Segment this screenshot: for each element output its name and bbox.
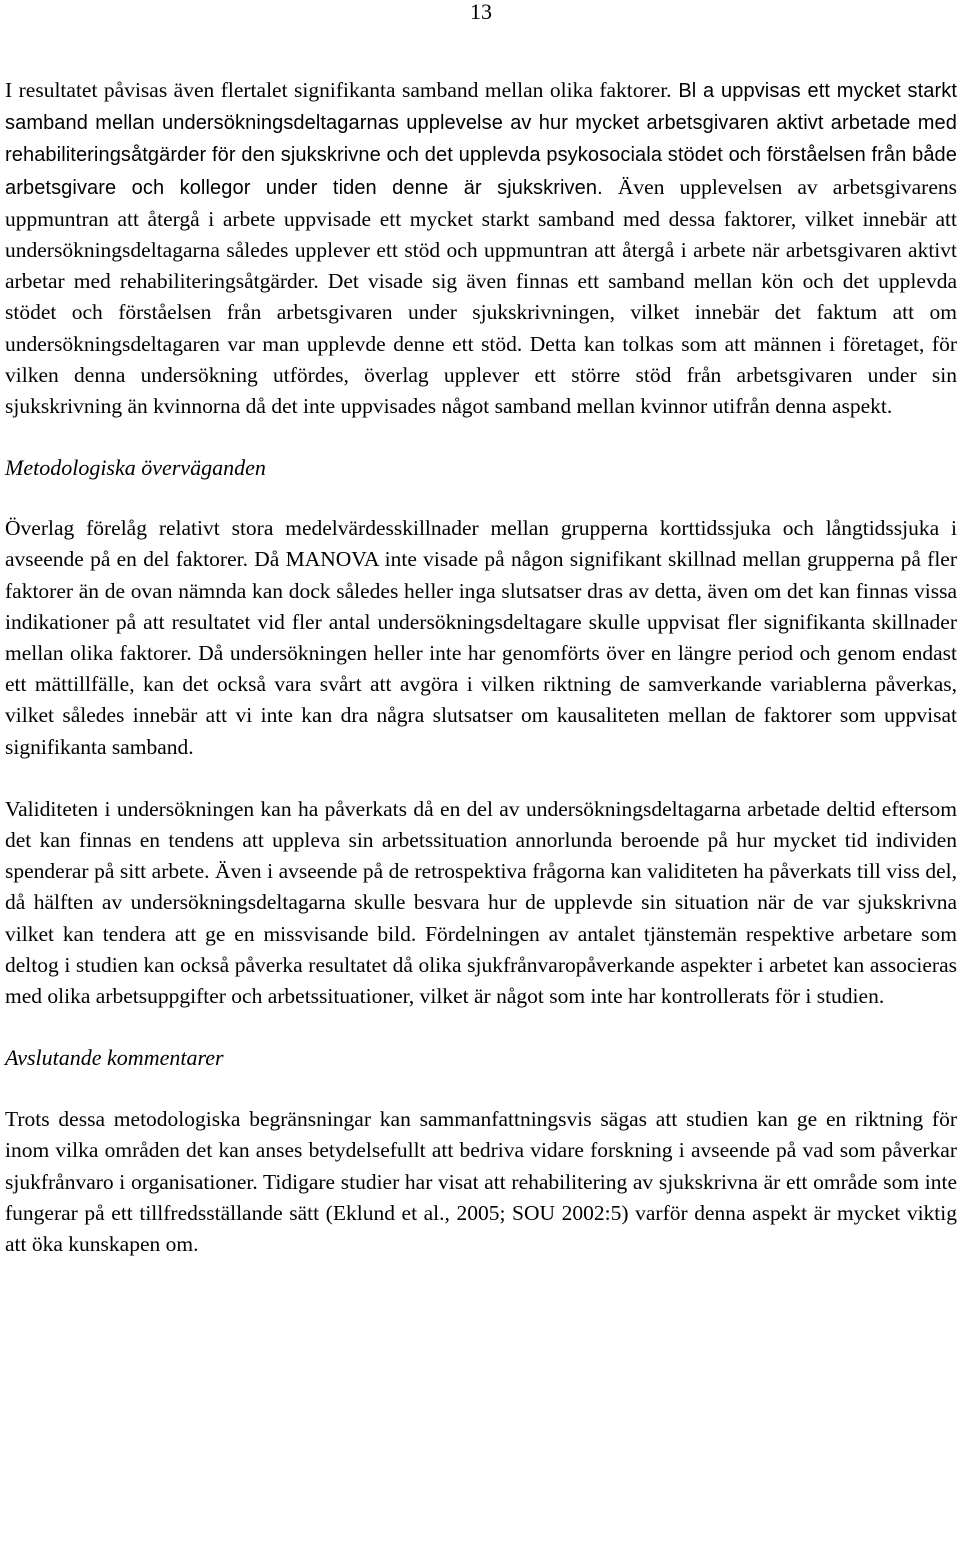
results-sentence-2: Bl a uppvisas ett mycket starkt samband mellan undersökningsdeltagarnas upplevelse av hur mycket arbetsgivaren aktivt arbetade med rehabiliteringsåtgärder för den sjukskrivne och det upplevda psykosociala stödet och förståelsen från både arbetsgivare och kollegor under tiden denne är sjukskriven. [5, 80, 957, 199]
methodology-heading: Metodologiska överväganden [5, 455, 266, 481]
methodology-paragraph-2: Validiteten i undersökningen kan ha påverkats då en del av undersökningsdeltagarna arbetade deltid eftersom det kan finnas en tendens att uppleva sin arbetssituation annorlunda beroende på hur mycket tid individen spenderar på sitt arbete. Även i avseende på de retrospektiva frågorna kan validiteten ha påverkats till viss del, då hälften av undersökningsdeltagarna skulle besvara hur de upplevde sin situation när de var sjukskrivna vilket kan tendera att ge en missvisande bild. Fördelningen av antalet tjänstemän respektive arbetare som deltog i studien kan också påverka resultatet då olika sjukfrånvaropåverkande aspekter i arbetet kan associeras med olika arbetsuppgifter och arbetssituationer, vilket är något som inte har kontrollerats för i studien. [5, 796, 957, 1009]
results-paragraph [5, 75, 957, 422]
closing-paragraph: Trots dessa metodologiska begränsningar kan sammanfattningsvis sägas att studien kan ge en riktning för inom vilka områden det kan anses betydelsefullt att bedriva vidare forskning i avseende på vad som påverkar sjukfrånvaro i organisationer. Tidigare studier har visat att rehabilitering av sjukskrivna är ett område som inte fungerar på ett tillfredsställande sätt (Eklund et al., 2005; SOU 2002:5) varför denna aspekt är mycket viktig att öka kunskapen om. [5, 1107, 957, 1257]
document-body [5, 75, 957, 1260]
results-sentence-1: I resultatet påvisas även flertalet signifikanta samband mellan olika faktorer. [5, 78, 672, 102]
closing-heading: Avslutande kommentarer [5, 1045, 224, 1071]
page-number: 13 [470, 0, 492, 24]
methodology-paragraph-1: Överlag förelåg relativt stora medelvärdesskillnader mellan grupperna korttidssjuka och långtidssjuka i avseende på en del faktorer. Då MANOVA inte visade på någon signifikant skillnad mellan grupperna på fler faktorer än de ovan nämnda kan dock således heller inga slutsatser dras av detta, även om det kan finnas vissa indikationer på att resultatet vid fler antal undersökningsdeltagare skulle uppvisat fler signifikanta skillnader mellan olika faktorer. Då undersökningen heller inte har genomförts över en längre period och genom endast ett mättillfälle, kan det också vara svårt att avgöra i vilken riktning de samverkande variablerna påverkas, vilket således innebär att vi inte kan dra några slutsatser om kausaliteten mellan de faktorer som uppvisat signifikanta samband. [5, 516, 957, 759]
results-sentence-5: Detta kan tolkas som att männen i företaget, för vilken denna undersökning utfördes, överlag upplever ett större stöd från arbetsgivaren under sin sjukskrivning än kvinnorna då det inte uppvisades något samband mellan kvinnor utifrån denna aspekt. [5, 331, 957, 419]
results-sentence-3: Även upplevelsen av arbetsgivarens uppmuntran att återgå i arbete uppvisade ett mycket starkt samband med dessa faktorer, vilket innebär att undersökningsdeltagarna således upplever ett stöd och uppmuntran att återgå i arbete när arbetsgivaren aktivt arbetar med rehabiliteringsåtgärder. [5, 174, 957, 294]
results-sentence-4: Det visade sig även finnas ett samband mellan kön och det upplevda stödet och förståelsen från arbetsgivaren under sjukskrivningen, vilket innebär det faktum att om undersökningsdeltagaren var man upplevde denne ett stöd. [5, 269, 957, 356]
